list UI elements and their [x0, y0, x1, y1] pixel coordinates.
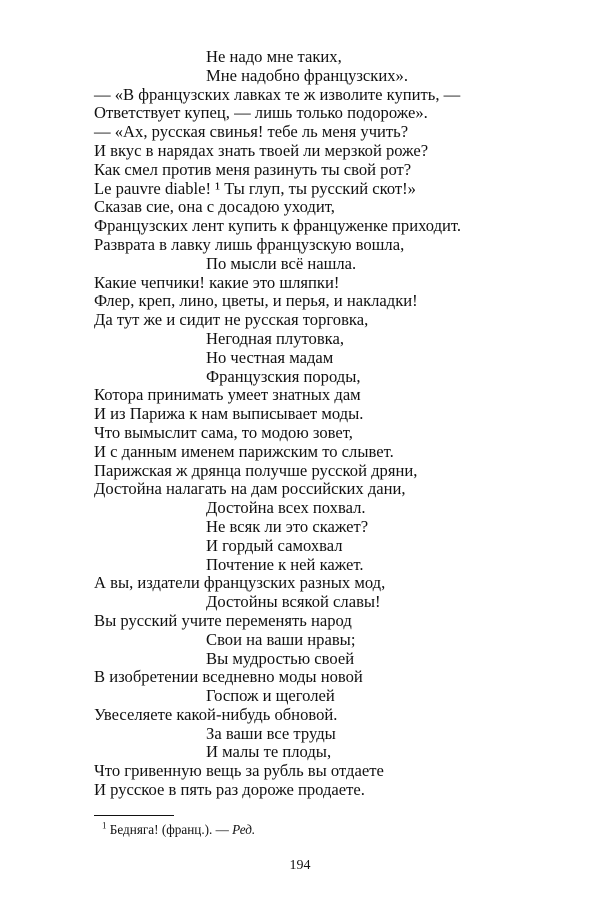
- poem-line: И из Парижа к нам выписывает моды.: [94, 404, 364, 424]
- poem-line: Какие чепчики! какие это шляпки!: [94, 272, 340, 292]
- poem-line: Почтение к ней кажет.: [206, 554, 364, 574]
- poem-line: — «Ах, русская свинья! тебе ль меня учить?: [94, 122, 409, 142]
- footnote-mark: 1: [102, 820, 107, 831]
- poem-line: Не надо мне таких,: [206, 47, 342, 66]
- footnote-divider: [94, 815, 174, 816]
- poem-line: Что гривенную вещь за рубль вы отдаете: [94, 761, 384, 781]
- poem-line: Негодная плутовка,: [206, 328, 344, 348]
- poem-line: Достойна налагать на дам российских дани,: [94, 479, 406, 499]
- poem-line: Но честная мадам: [206, 347, 334, 367]
- poem-line: А вы, издатели французских разных мод,: [94, 573, 386, 593]
- poem-line: — «В французских лавках те ж изволите купить, —: [94, 84, 461, 104]
- poem-line: За ваши все труды: [206, 723, 336, 743]
- poem-line: Вы мудростью своей: [206, 648, 355, 668]
- poem-line: По мысли всё нашла.: [206, 253, 357, 273]
- poem-line: Le pauvre diable! ¹ Ты глуп, ты русский скот!»: [94, 178, 416, 198]
- footnote: [102, 822, 255, 838]
- poem-line: Достойна всех похвал.: [206, 498, 366, 518]
- poem-line: Котора принимать умеет знатных дам: [94, 385, 361, 405]
- poem-line: И русское в пять раз дороже продаете.: [94, 780, 365, 800]
- poem-line: Парижская ж дрянца получше русской дряни,: [94, 460, 418, 480]
- poem-line: Флер, креп, лино, цветы, и перья, и накладки!: [94, 291, 418, 311]
- poem-line: Увеселяете какой-нибудь обновой.: [94, 704, 338, 724]
- poem-line: Не всяк ли это скажет?: [206, 516, 369, 536]
- poem-line: И малы те плоды,: [206, 742, 332, 762]
- poem-line: Сказав сие, она с досадою уходит,: [94, 197, 335, 217]
- poem-line: Французских лент купить к француженке приходит.: [94, 216, 462, 236]
- poem-line: И с данным именем парижским то слывет.: [94, 441, 394, 461]
- poem-text: [94, 48, 554, 800]
- poem-line: Да тут же и сидит не русская торговка,: [94, 310, 369, 330]
- poem-line: Достойны всякой славы!: [206, 592, 381, 612]
- poem-line: В изобретении вседневно моды новой: [94, 667, 363, 687]
- poem-line: Разврата в лавку лишь французскую вошла,: [94, 234, 405, 254]
- page-number: 194: [289, 858, 311, 873]
- poem-line: И вкус в нарядах знать твоей ли мерзкой роже?: [94, 140, 429, 160]
- poem-line: Что вымыслит сама, то модою зовет,: [94, 422, 353, 442]
- poem-line: Вы русский учите переменять народ: [94, 610, 352, 630]
- poem-line: Как смел против меня разинуть ты свой рот?: [94, 159, 412, 179]
- poem-line: Ответствует купец, — лишь только подороже».: [94, 103, 428, 123]
- poem-line: И гордый самохвал: [206, 535, 343, 555]
- footnote-text: Бедняга! (франц.). —: [109, 822, 233, 837]
- poem-line: Мне надобно французских».: [206, 65, 408, 85]
- poem-line: Госпож и щеголей: [206, 686, 335, 706]
- poem-line: Французския породы,: [206, 366, 361, 386]
- poem-line: Свои на ваши нравы;: [206, 629, 356, 649]
- footnote-editor: Ред.: [232, 822, 256, 837]
